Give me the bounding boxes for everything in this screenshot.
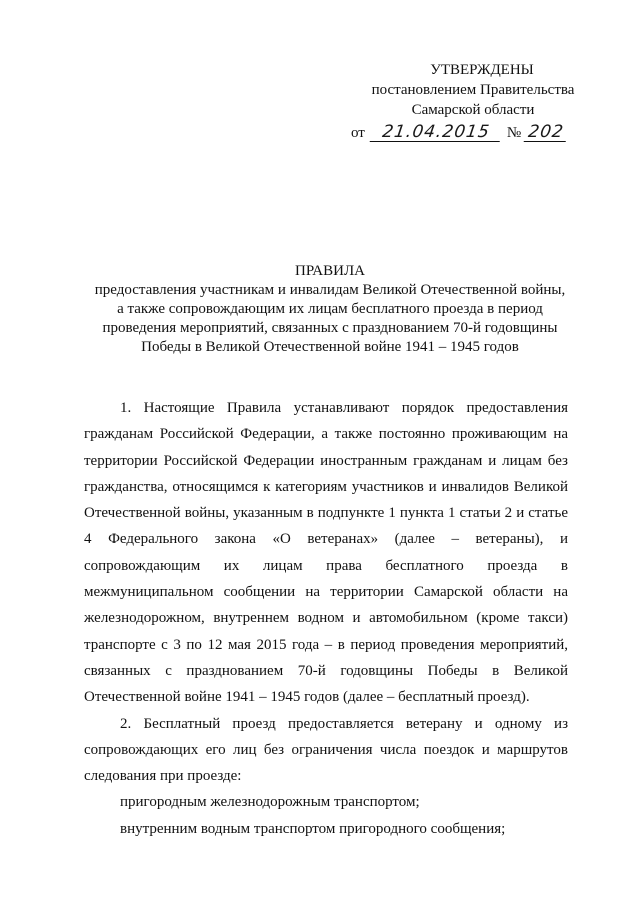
- list-item-water: внутренним водным транспортом пригородного сообщения;: [120, 820, 506, 837]
- paragraph-1: 1. Настоящие Правила устанавливают порядок предоставления гражданам Российской Федерации, а также постоянно проживающим на территории Российской Федерации иностранным гражданам и лицам без гражданства, относящимся к категориям участников и инвалидов Великой Отечественной войны, указанным в подпункте 1 пункта 1 статьи 2 и статье 4 Федерального закона «О ветеранах» (далее – ветераны), и сопровождающим их лицам права бесплатного проезда в межмуниципальном сообщении на территории Самарской области на железнодорожном, внутреннем водном и автомобильном (кроме такси) транспорте с 3 по 12 мая 2015 года – в период проведения мероприятий, связанных с празднованием 70-й годовщины Победы в Великой Отечественной войне 1941 – 1945 годов (далее – бесплатный проезд).: [84, 400, 568, 706]
- handwritten-date: 21.04.2015: [370, 123, 503, 142]
- approval-heading: УТВЕРЖДЕНЫ: [430, 62, 534, 78]
- resolution-date-number: [351, 122, 567, 144]
- title-heading: ПРАВИЛА: [295, 263, 365, 279]
- title-subtitle-line: а также сопровождающим их лицам бесплатного проезда в период: [117, 301, 543, 317]
- title-subtitle-line: Победы в Великой Отечественной войне 1941 – 1945 годов: [141, 339, 519, 355]
- approval-stamp: [352, 60, 582, 120]
- paragraph-2: 2. Бесплатный проезд предоставляется ветерану и одному из сопровождающих его лиц без ограничения числа поездок и маршрутов следования при проезде:: [84, 715, 568, 785]
- list-item-rail: пригородным железнодорожным транспортом;: [120, 794, 420, 811]
- date-label: от: [351, 125, 365, 141]
- approval-authority: постановлением Правительства: [371, 82, 575, 98]
- handwritten-number: 202: [524, 123, 569, 142]
- approval-region: Самарской области: [411, 102, 535, 118]
- document-title: [60, 262, 600, 357]
- number-label: №: [506, 125, 522, 141]
- title-subtitle-line: проведения мероприятий, связанных с празднованием 70-й годовщины: [102, 320, 558, 336]
- document-body: [84, 395, 568, 842]
- title-subtitle-line: предоставления участникам и инвалидам Великой Отечественной войны,: [94, 282, 566, 298]
